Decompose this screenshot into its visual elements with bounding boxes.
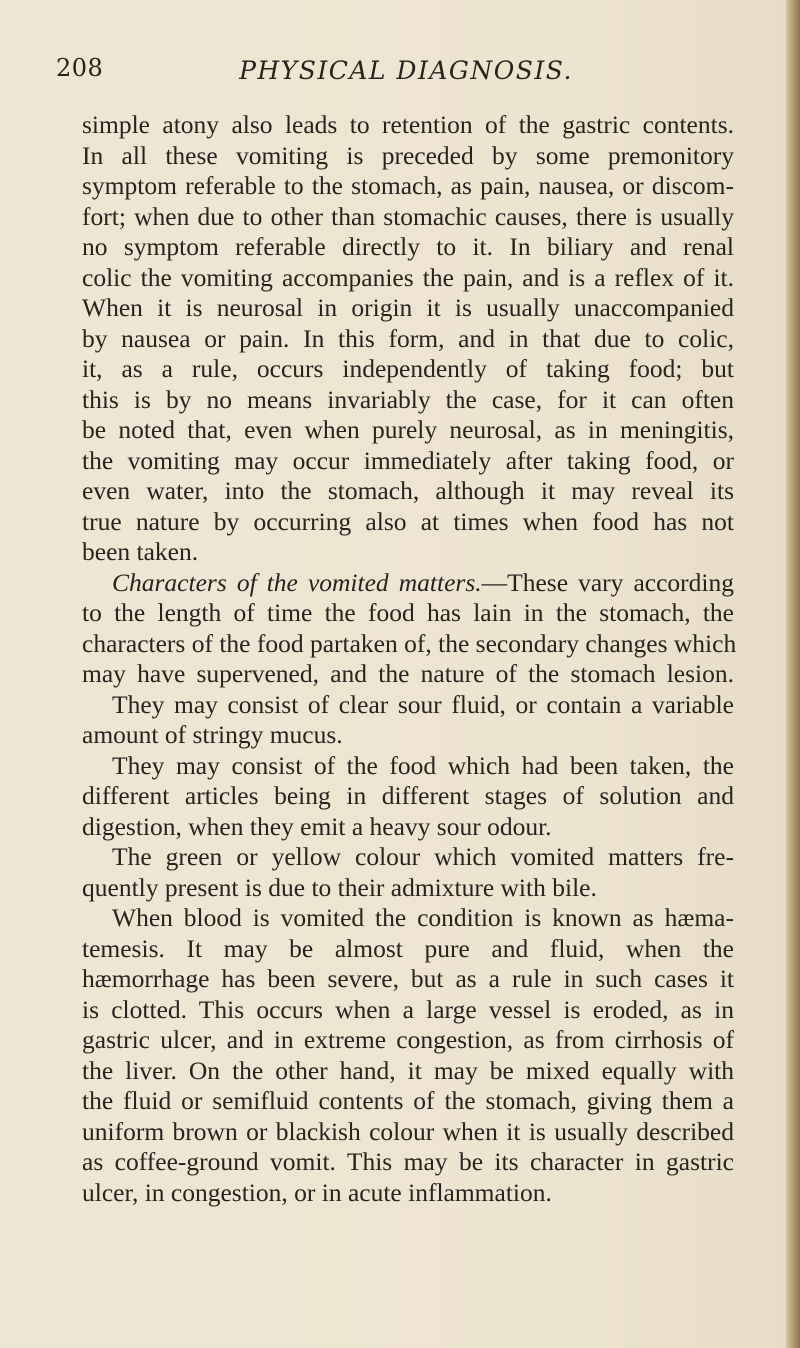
section-heading: Characters of the vomited matters. (112, 567, 482, 597)
line-text: quently present is due to their admixture with bile. (82, 872, 597, 902)
line-text: true nature by occurring also at times when food has not (82, 506, 734, 536)
line-text: They may consist of the food which had been taken, the (112, 750, 734, 780)
text-line (82, 446, 734, 477)
line-text: may have supervened, and the nature of the stomach lesion. (82, 659, 734, 688)
text-line (82, 202, 734, 233)
text-line (82, 1056, 734, 1087)
text-line (82, 263, 734, 294)
page-header (56, 52, 756, 92)
line-text: even water, into the stomach, although it may reveal its (82, 476, 734, 505)
line-text: symptom referable to the stomach, as pain, nausea, or discom- (82, 171, 734, 200)
line-text: as coffee-ground vomit. This may be its character in gastric (82, 1147, 734, 1176)
text-line (82, 903, 734, 934)
line-text: no symptom referable directly to it. In biliary and renal (82, 232, 734, 261)
line-text: temesis. It may be almost pure and fluid, when the (82, 933, 734, 963)
text-line (82, 354, 734, 385)
line-text: it, as a rule, occurs independently of taking food; but (82, 354, 734, 383)
line-text: been taken. (82, 537, 199, 566)
line-text: In all these vomiting is preceded by some premonitory (82, 140, 734, 170)
line-text: simple atony also leads to retention of the gastric contents. (82, 110, 734, 139)
line-text: by nausea or pain. In this form, and in that due to colic, (82, 323, 734, 353)
text-line (82, 141, 734, 172)
page-number: 208 (56, 54, 104, 82)
line-text: characters of the food partaken of, the secondary changes which (82, 628, 737, 658)
line-text: The green or yellow colour which vomited matters fre- (112, 842, 734, 871)
line-text: the vomiting may occur immediately after taking food, or (82, 445, 734, 475)
line-text: amount of stringy mucus. (82, 720, 343, 749)
text-line (82, 415, 734, 446)
text-line (82, 628, 737, 660)
line-text: this is by no means invariably the case, for it can often (82, 384, 734, 414)
line-text: gastric ulcer, and in extreme congestion, as from cirrhosis of (82, 1025, 734, 1054)
line-text: uniform brown or blackish colour when it is usually described (82, 1116, 734, 1146)
text-line (82, 690, 734, 721)
text-line (82, 568, 734, 599)
text-line (82, 934, 734, 965)
line-text: When blood is vomited the condition is known as hæma- (112, 903, 734, 932)
line-text: hæmorrhage has been severe, but as a rule in such cases it (82, 964, 734, 993)
text-line (82, 324, 734, 355)
text-line (82, 720, 734, 751)
text-line (82, 537, 734, 568)
line-text: colic the vomiting accompanies the pain, and is a reflex of it. (82, 262, 734, 292)
line-text: to the length of time the food has lain in the stomach, the (82, 598, 734, 627)
text-line (82, 476, 734, 507)
text-line (82, 1147, 734, 1178)
line-text: digestion, when they emit a heavy sour odour. (82, 811, 552, 841)
text-line (82, 964, 734, 995)
text-line (82, 1086, 734, 1117)
line-text: the liver. On the other hand, it may be mixed equally with (82, 1055, 734, 1085)
page-edge (786, 0, 800, 1348)
line-text: They may consist of clear sour fluid, or contain a variable (112, 689, 734, 719)
text-line (82, 995, 734, 1026)
line-text: ulcer, in congestion, or in acute inflammation. (82, 1177, 552, 1207)
text-line (82, 232, 734, 263)
text-line (82, 842, 734, 873)
text-line (82, 507, 734, 538)
line-text: is clotted. This occurs when a large vessel is eroded, as in (82, 994, 734, 1024)
text-line (82, 293, 734, 324)
body-text (82, 110, 737, 1208)
text-line (82, 751, 734, 782)
text-line (82, 385, 734, 416)
text-line (82, 1025, 734, 1056)
text-line (82, 659, 734, 690)
line-text: different articles being in different stages of solution and (82, 781, 734, 810)
text-line (82, 1117, 734, 1148)
line-text: fort; when due to other than stomachic causes, there is usually (82, 201, 734, 231)
line-text: When it is neurosal in origin it is usually unaccompanied (82, 293, 734, 322)
line-text: be noted that, even when purely neurosal, as in meningitis, (82, 415, 734, 444)
text-line (82, 812, 734, 843)
text-line (82, 598, 734, 629)
text-line (82, 1178, 734, 1209)
text-line (82, 110, 734, 141)
text-line (82, 873, 734, 904)
text-line (82, 781, 734, 812)
line-text: the fluid or semifluid contents of the stomach, giving them a (82, 1086, 734, 1115)
text-line (82, 171, 734, 202)
line-text: —These vary according (481, 567, 734, 597)
running-head: PHYSICAL DIAGNOSIS. (239, 56, 573, 85)
